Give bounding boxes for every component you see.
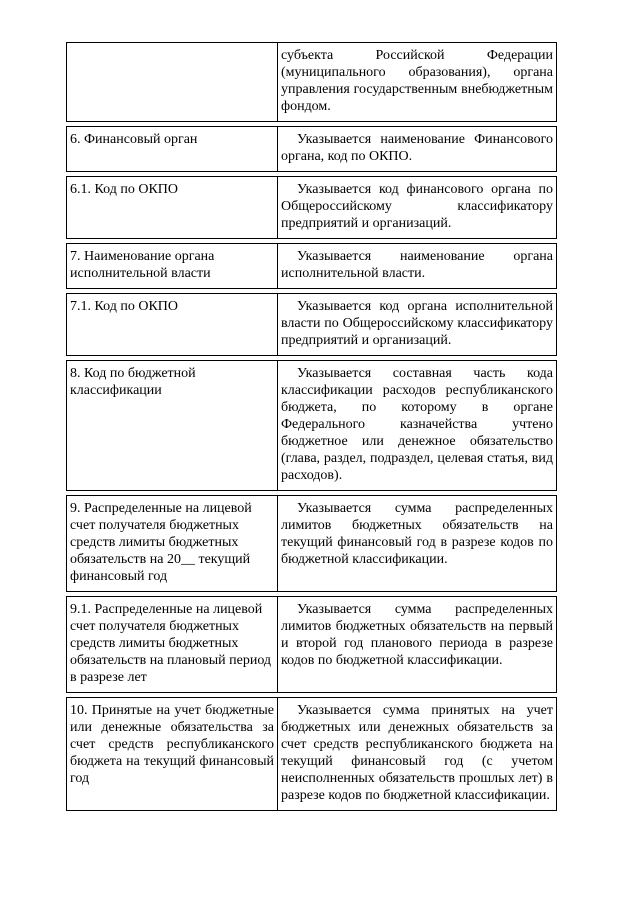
field-name: 9. Распределенные на лицевой счет получателя бюджетных средств лимиты бюджетных обязательств на 20__ текущий финансовый год xyxy=(70,501,252,584)
table-row xyxy=(67,496,557,592)
field-name-cell xyxy=(67,43,278,122)
field-description: Указывается сумма распределенных лимитов бюджетных обязательств на первый и второй год планового периода в разрезе кодов по бюджетной классификации. xyxy=(281,602,553,668)
document-page xyxy=(66,42,556,811)
field-name-cell xyxy=(67,597,278,693)
field-description: Указывается составная часть кода классификации расходов республиканского бюджета, по которому в органе Федерального казначейства учтено бюджетное или денежное обязательство (глава, раздел, подраздел, целевая статья, вид расходов). xyxy=(281,366,553,483)
field-name: 7.1. Код по ОКПО xyxy=(70,299,179,314)
table-row xyxy=(67,597,557,693)
field-description-cell xyxy=(278,43,557,122)
field-name: 8. Код по бюджетной классификации xyxy=(70,366,196,398)
field-description-cell xyxy=(278,361,557,491)
field-description-cell xyxy=(278,294,557,356)
field-name: 6. Финансовый орган xyxy=(70,132,198,147)
field-description: Указывается наименование органа исполнительной власти. xyxy=(281,249,553,281)
table-row xyxy=(67,294,557,356)
field-description-cell xyxy=(278,244,557,289)
field-name-cell xyxy=(67,244,278,289)
field-name-cell xyxy=(67,127,278,172)
instructions-table xyxy=(66,42,557,811)
field-description: субъекта Российской Федерации (муниципального образования), органа управления государственным внебюджетным фондом. xyxy=(281,48,553,114)
field-name-cell xyxy=(67,294,278,356)
field-name-cell xyxy=(67,361,278,491)
field-name: 9.1. Распределенные на лицевой счет получателя бюджетных средств лимиты бюджетных обязательств на плановый период в разрезе лет xyxy=(70,602,272,685)
field-description-cell xyxy=(278,177,557,239)
field-name-cell xyxy=(67,698,278,811)
field-description: Указывается код органа исполнительной власти по Общероссийскому классификатору предприятий и организаций. xyxy=(281,299,553,348)
field-name-cell xyxy=(67,177,278,239)
field-name: 7. Наименование органа исполнительной власти xyxy=(70,249,215,281)
table-row xyxy=(67,244,557,289)
field-name: 10. Принятые на учет бюджетные или денежные обязательства за счет средств республиканского бюджета на текущий финансовый год xyxy=(70,703,274,786)
field-description-cell xyxy=(278,127,557,172)
field-description-cell xyxy=(278,698,557,811)
field-description: Указывается код финансового органа по Общероссийскому классификатору предприятий и организаций. xyxy=(281,182,553,231)
field-description: Указывается наименование Финансового органа, код по ОКПО. xyxy=(281,132,553,164)
field-name: 6.1. Код по ОКПО xyxy=(70,182,179,197)
table-row xyxy=(67,177,557,239)
field-description: Указывается сумма распределенных лимитов бюджетных обязательств на текущий финансовый год в разрезе кодов по бюджетной классификации. xyxy=(281,501,553,567)
table-row xyxy=(67,361,557,491)
field-description-cell xyxy=(278,496,557,592)
table-row xyxy=(67,698,557,811)
table-row xyxy=(67,127,557,172)
field-name-cell xyxy=(67,496,278,592)
field-description-cell xyxy=(278,597,557,693)
table-row xyxy=(67,43,557,122)
field-description: Указывается сумма принятых на учет бюджетных или денежных обязательств за счет средств республиканского бюджета на текущий финансовый год (с учетом неисполненных обязательств прошлых лет) в разрезе кодов по бюджетной классификации. xyxy=(281,703,553,803)
